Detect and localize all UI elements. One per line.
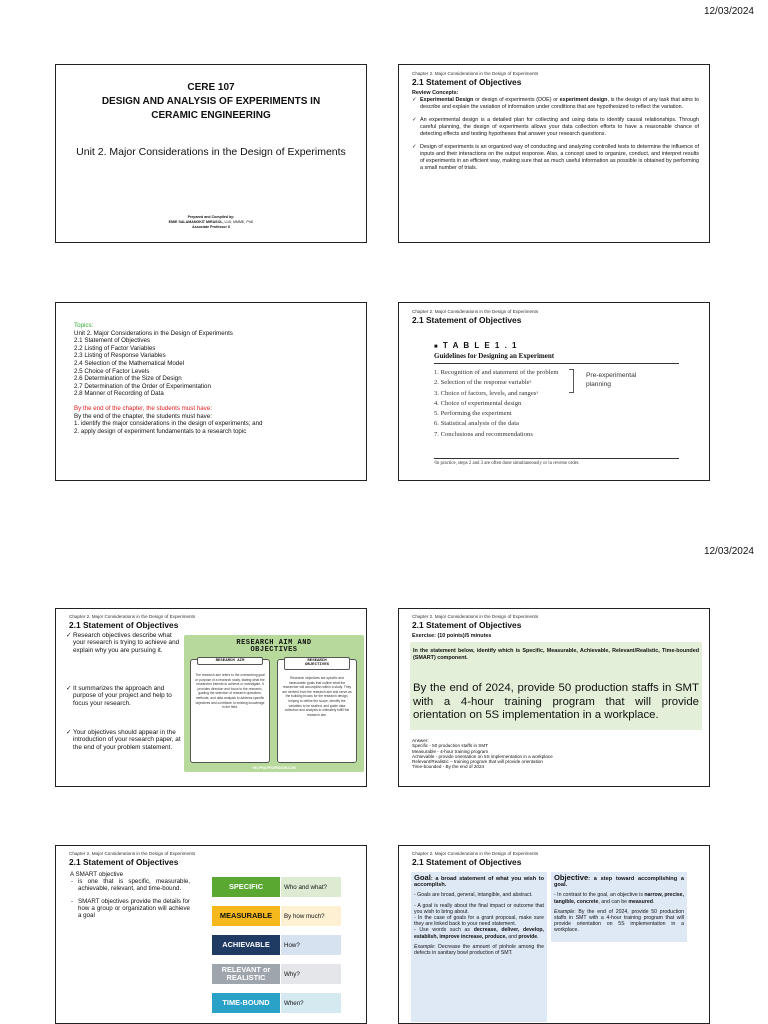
goal-text: - Use words such as decrease, deliver, develop, establish, improve increase, produce, and provide.: [414, 927, 544, 940]
check-icon: ✓: [412, 97, 417, 103]
bullet-item: ✓ Your objectives should appear in the introduction of your research paper, at the end of your problem statement.: [66, 729, 181, 751]
planning-label: planning: [586, 381, 611, 388]
table-row: 7. Conclusions and recommendations: [434, 430, 533, 438]
author-suffix: LLB, MMME, PhD: [223, 220, 254, 224]
topic-item: 2.8 Manner of Recording of Data: [74, 390, 164, 398]
check-icon: ✓: [66, 729, 72, 736]
goal-text: - A goal is really about the final impact or outcome that you wish to bring about.: [414, 902, 544, 915]
table-marker: ■: [434, 344, 440, 350]
topic-item: 2.2 Listing of Factor Variables: [74, 344, 156, 352]
table-row: 4. Choice of experimental design: [434, 399, 522, 407]
outcomes-intro: By the end of the chapter, the students must have:: [74, 412, 212, 420]
research-objectives-heading: RESEARCH: [307, 659, 327, 663]
table-row: 1. Recognition of and statement of the problem: [434, 369, 559, 376]
chapter-label: Chapter 2. Major Considerations in the Design of Experiments: [412, 851, 539, 856]
review-item: ✓ Experimental Design or design of experiments (DOE) or experiment design, is the design of any task that aims to describe and explain the variation of information under conditions that are hypothesized to reflect the variation.: [412, 97, 699, 110]
objective-text: - In contrast to the goal, an objective is narrow, precise, tangible, concrete, and can be measured.: [554, 892, 684, 905]
answer-line: Specific - 50 production staffs in SMT: [412, 743, 489, 749]
bracket: [569, 369, 574, 393]
table-footnote: ᵃIn practice, steps 2 and 3 are often done simultaneously or in reverse order.: [434, 458, 679, 466]
topic-item: 2.7 Determination of the Order of Experimentation: [74, 382, 211, 390]
exercise-box: [410, 642, 702, 730]
answer-line: Time-bounded - By the end of 2024: [412, 764, 485, 770]
slide-guidelines-table[interactable]: [398, 302, 710, 481]
smart-intro: A SMART objective: [70, 871, 124, 878]
guidelines-table: [434, 341, 679, 440]
slide-heading: 2.1 Statement of Objectives: [412, 857, 522, 867]
goal-heading: Goal: [414, 873, 431, 882]
smart-label: ACHIEVABLE: [212, 935, 280, 955]
topic-item: 2.3 Listing of Response Variables: [74, 352, 166, 360]
author-position: Associate Professor II: [192, 225, 230, 229]
infographic-title: OBJECTIVES: [250, 646, 298, 654]
smart-item: - is one that is specific, measurable, achievable, relevant, and time-bound.: [71, 878, 190, 892]
smart-question: Who and what?: [281, 877, 341, 897]
topic-item: 2.6 Determination of the Size of Design: [74, 375, 182, 383]
objective-column: Objective: a step toward accomplishing a goal. - In contrast to the goal, an objective is narrow, precise, tangible, concrete, and can be measured. Example: By the end of 2024, provide 50 production staffs in SMT with a 4-hour training program that will provide orientation on 5S implementation in a workplace.: [551, 872, 687, 942]
prepared-label: Prepared and Compiled by:: [187, 215, 235, 219]
infographic-title: RESEARCH AIM AND: [236, 639, 312, 647]
slide-smart[interactable]: [55, 845, 367, 1024]
review-item: ✓ Design of experiments is an organized way of conducting and analyzing controlled tests to determine the influence of inputs and their interactions on the output response. Also, a concept used to organize, conduct, and interpret results of experiments in an efficient way, making sure that as much useful information as possible is obtained by performing a small number of trials.: [412, 144, 699, 171]
exercise-instruction: In the statement below, identify which is Specific, Measurable, Achievable, Relevant/Realistic, Time-bounded (SMART) component.: [413, 648, 699, 661]
smart-question: By how much?: [281, 906, 341, 926]
course-title: CERAMIC ENGINEERING: [151, 110, 271, 121]
smart-question: Why?: [281, 964, 341, 984]
topic-item: Unit 2. Major Considerations in the Design of Experiments: [74, 329, 233, 337]
table-title: T A B L E 1 . 1: [442, 341, 518, 350]
goal-example: Example: Decrease the amount of pinhole among the defects in sanitary bowl production of SMT.: [414, 943, 544, 957]
research-objectives-text: Research objectives are specific and measurable goals that outline what the researcher will accomplish within a study. They are derived from the research aim and serve as the building blocks for the research design, helping to define the scope, identify the variables to be studied, and guide data collection and analysis to ultimately fulfill the research aim.: [282, 676, 352, 717]
slide-heading: 2.1 Statement of Objectives: [412, 620, 522, 630]
exercise-label: Exercise: (10 points)/5 minutes: [412, 633, 492, 639]
research-objectives-box: [277, 659, 357, 763]
answer-line: Measurable - 4-hour training program: [412, 748, 489, 754]
chapter-label: Chapter 2. Major Considerations in the Design of Experiments: [412, 309, 539, 314]
exercise-statement: By the end of 2024, provide 50 production staffs in SMT with a 4-hour training program that will provide orientation on 5S implementation in a workplace.: [413, 682, 699, 721]
chapter-label: Chapter 2. Major Considerations in the Design of Experiments: [412, 71, 539, 76]
outcome-item: 2. apply design of experiment fundamentals to a research topic: [74, 427, 247, 435]
course-code: CERE 107: [187, 82, 235, 93]
smart-label: SPECIFIC: [212, 877, 280, 897]
slide-heading: 2.1 Statement of Objectives: [69, 857, 179, 867]
topic-item: 2.5 Choice of Factor Levels: [74, 367, 150, 375]
bullet-item: ✓ It summarizes the approach and purpose of your project and help to focus your research.: [66, 685, 172, 707]
objective-heading: Objective: [554, 873, 589, 882]
research-aim-heading: RESEARCH AIM: [197, 657, 263, 665]
slide-title[interactable]: [55, 64, 367, 243]
unit-title: Unit 2. Major Considerations in the Design of Experiments: [76, 146, 346, 158]
topics-label: Topics:: [74, 322, 94, 329]
table-row: 3. Choice of factors, levels, and rangesᵃ: [434, 389, 539, 397]
outcome-item: 1. identify the major considerations in the design of experiments; and: [74, 420, 263, 428]
check-icon: ✓: [412, 144, 417, 150]
smart-label: TIME-BOUND: [212, 993, 280, 1013]
slide-heading: 2.1 Statement of Objectives: [69, 620, 179, 630]
date-label: 12/03/2024: [703, 546, 754, 557]
outcomes-label: By the end of the chapter, the students must have:: [74, 404, 212, 412]
slide-heading: 2.1 Statement of Objectives: [412, 315, 522, 325]
check-icon: ✓: [66, 685, 72, 692]
answer-line: Answer:: [412, 738, 429, 743]
smart-question: How?: [281, 935, 341, 955]
slide-review[interactable]: [398, 64, 710, 243]
smart-question: When?: [281, 993, 341, 1013]
review-item: ✓ An experimental design is a detailed plan for collecting and using data to identify causal relationships. Through careful planning, the design of experiments allows your data collection efforts to have a reasonable chance of detecting effects and testing hypotheses that answer your research questions.: [412, 117, 699, 137]
research-objectives-heading: OBJECTIVES: [304, 663, 329, 668]
topic-item: 2.4 Selection of the Mathematical Model: [74, 359, 185, 367]
bullet-item: ✓ Research objectives describe what your research is trying to achieve and explain why you are pursuing it.: [66, 632, 180, 654]
course-title: DESIGN AND ANALYSIS OF EXPERIMENTS IN: [101, 96, 321, 107]
check-icon: ✓: [66, 632, 72, 639]
chapter-label: Chapter 2. Major Considerations in the Design of Experiments: [69, 614, 196, 619]
chapter-label: Chapter 2. Major Considerations in the Design of Experiments: [69, 851, 196, 856]
goal-column: Goal: a broad statement of what you wish to accomplish. - Goals are broad, general, intangible, and abstract. - A goal is really about the final impact or outcome that you wish to bring about. - In the case of goals for a grant proposal, make sure they are linked back to your need statement. - Use words such as decrease, deliver, develop, establish, improve increase, produce, and provide. Example: Decrease the amount of pinhole among the defects in sanitary bowl production of SMT.: [411, 872, 547, 1022]
answer-line: Achievable - provide orientation on 5S implementation in a workplace: [412, 753, 553, 759]
author-name: EMIE SALAMANGKIT MIRASOL,: [168, 220, 224, 224]
goal-text: - In the case of goals for a grant proposal, make sure they are linked back to your need statement.: [414, 915, 544, 928]
research-aim-box: [190, 659, 270, 763]
table-row: 5. Performing the experiment: [434, 410, 512, 418]
check-icon: ✓: [412, 117, 417, 123]
table-subtitle: Guidelines for Designing an Experiment: [434, 352, 679, 364]
smart-label: MEASURABLE: [212, 906, 280, 926]
answer-line: Relevant/Realistic – training program that will provide orientation: [412, 759, 543, 765]
source-url: HELPFULPROFESSOR.COM: [252, 766, 296, 770]
smart-label: RELEVANT or REALISTIC: [212, 964, 280, 984]
objective-example: Example: By the end of 2024, provide 50 production staffs in SMT with a 4-hour training program that will provide orientation on 5S implementation in a workplace.: [554, 908, 684, 934]
review-label: Review Concepts:: [412, 90, 459, 96]
pre-experimental-label: Pre-experimental: [586, 372, 637, 379]
slide-exercise[interactable]: [398, 608, 710, 787]
topic-item: 2.1 Statement of Objectives: [74, 337, 151, 345]
slide-goal-vs-objective[interactable]: [398, 845, 710, 1024]
date-label: 12/03/2024: [703, 6, 754, 17]
infographic-card: [184, 635, 364, 772]
slide-topics[interactable]: [55, 302, 367, 481]
table-row: 6. Statistical analysis of the data: [434, 420, 519, 428]
smart-item: - SMART objectives provide the details for how a group or organization will achieve a goal: [71, 898, 190, 919]
table-row: 2. Selection of the response variableᵃ: [434, 379, 532, 387]
research-aim-text: The research aim refers to the overarching goal or purpose of a research study, stating what the researcher intends to achieve or investigate. It provides direction and focus to the research, guiding the selection of research questions, methods, and data analysis to address specific objectives and contribute to existing knowledge in the field.: [195, 673, 265, 710]
goal-text: - Goals are broad, general, intangible, and abstract.: [414, 892, 533, 899]
slide-heading: 2.1 Statement of Objectives: [412, 77, 522, 87]
slide-research-objectives[interactable]: [55, 608, 367, 787]
chapter-label: Chapter 2. Major Considerations in the Design of Experiments: [412, 614, 539, 619]
